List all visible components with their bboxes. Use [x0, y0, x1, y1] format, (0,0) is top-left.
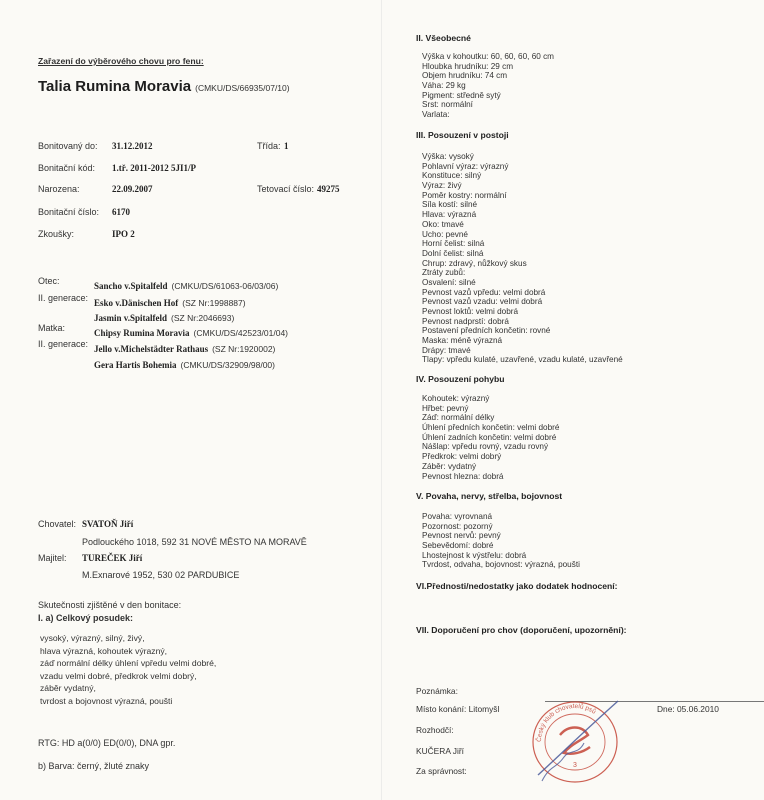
chovatel-label: Chovatel:: [38, 519, 77, 529]
zkousky-value: IPO 2: [112, 229, 135, 239]
section-3-line: Chrup: zdravý, nůžkový skus: [422, 258, 527, 268]
section-3-line: Pevnost vazů vpředu: velmi dobrá: [422, 287, 546, 297]
section-4-line: Hřbet: pevný: [422, 403, 469, 413]
doc-heading: Zařazení do výběrového chovu pro fenu:: [38, 56, 204, 66]
dog-title-row: [38, 78, 290, 96]
bonitovany-do-label: Bonitovaný do:: [38, 141, 98, 151]
stamp-text: Český klub chovatelů psů: [535, 702, 597, 743]
trida-label: Třída:: [257, 141, 281, 151]
bonitacni-kod-value: 1.tř. 2011-2012 5JI1/P: [112, 163, 196, 173]
bonitacni-kod-label: Bonitační kód:: [38, 163, 96, 173]
section-3-line: Ztráty zubů:: [422, 268, 466, 278]
majitel-label: Majitel:: [38, 553, 67, 563]
gen-otec-a-registration: (SZ Nr:1998887): [182, 298, 246, 308]
section-3-line: Pevnost loktů: velmi dobrá: [422, 307, 519, 316]
section-3-line: Pevnost nadprstí: dobrá: [422, 316, 509, 326]
section-3-line: Drápy: tmavé: [422, 345, 471, 355]
section-3-line: Síla kostí: silné: [422, 200, 478, 210]
gen-matka-a-name: Jello v.Michelstädter Rathaus: [94, 344, 209, 354]
narozena-value: 22.09.2007: [112, 184, 153, 194]
rtg-line: RTG: HD a(0/0) ED(0/0), DNA gpr.: [38, 738, 176, 748]
gen-matka-b-registration: (CMKU/DS/32909/98/00): [180, 360, 275, 370]
section-4-line: Pevnost hlezna: dobrá: [422, 471, 504, 481]
section-3-line: Pevnost vazů vzadu: velmi dobrá: [422, 297, 543, 307]
misto-konani: Místo konání: Litomyšl: [416, 704, 500, 714]
section-5-line: Sebevědomí: dobré: [422, 541, 494, 551]
findings-line: záběr vydatný,: [40, 683, 96, 693]
barva-line: b) Barva: černý, žluté znaky: [38, 761, 150, 771]
chovatel-address: Podlouckého 1018, 592 31 NOVÉ MĚSTO NA MORAVĚ: [82, 537, 307, 547]
stamp-number: 3: [573, 762, 577, 769]
section-3-line: Hlava: výrazná: [422, 210, 477, 220]
tetovaci-value: 49275: [317, 184, 340, 194]
matka-label: Matka:: [38, 323, 66, 333]
otec-name: Sancho v.Spitalfeld: [94, 281, 168, 291]
gen-otec-a-name: Esko v.Dänischen Hof: [94, 298, 179, 308]
section-3-line: Maska: méně výrazná: [422, 336, 503, 346]
section-3-line: Ucho: pevné: [422, 229, 468, 239]
section-4-list: [422, 394, 559, 481]
findings-line: tvrdost a bojovnost výrazná, poušti: [40, 695, 173, 706]
section-4-line: Kohoutek: výrazný: [422, 394, 490, 403]
majitel-address: M.Exnarové 1952, 530 02 PARDUBICE: [82, 570, 240, 580]
section-3-line: Oko: tmavé: [422, 219, 464, 229]
findings-line: záď normální délky úhlení vpředu velmi dobré,: [40, 658, 217, 668]
section-6-title: VI.Přednosti/nedostatky jako dodatek hodnocení:: [416, 581, 618, 591]
section-2-title: II. Všeobecné: [416, 33, 471, 43]
section-5-line: Lhostejnost k výstřelu: dobrá: [422, 550, 527, 560]
section-4-line: Nášlap: vpředu rovný, vzadu rovný: [422, 442, 549, 452]
gen-otec-b-name: Jasmin v.Spitalfeld: [94, 313, 168, 323]
section-2-line: Pigment: středně sytý: [422, 90, 501, 100]
matka-registration: (CMKU/DS/42523/01/04): [193, 328, 289, 338]
gen-matka-b-name: Gera Hartis Bohemia: [94, 360, 177, 370]
datum-dne: Dne: 05.06.2010: [657, 704, 719, 714]
section-4-line: Záběr: vydatný: [422, 461, 477, 471]
section-4-line: Předkrok: velmi dobrý: [422, 452, 502, 462]
rozhodci-label: Rozhodčí:: [416, 725, 454, 735]
poznamka-label: Poznámka:: [416, 686, 458, 696]
section-3-line: Horní čelist: silná: [422, 239, 485, 249]
section-5-line: Pozornost: pozorný: [422, 521, 493, 531]
trida-value: 1: [284, 141, 289, 151]
bonitacni-cislo-value: 6170: [112, 207, 130, 217]
matka-name: Chipsy Rumina Moravia: [94, 328, 190, 338]
section-2-line: Hloubka hrudníku: 29 cm: [422, 61, 514, 71]
section-2-line: Varlata:: [422, 110, 450, 120]
page-fold-divider: [381, 0, 382, 800]
section-7-title: VII. Doporučení pro chov (doporučení, upozornění):: [416, 625, 627, 635]
section-3-line: Dolní čelist: silná: [422, 248, 484, 258]
section-3-line: Poměr kostry: normální: [422, 190, 507, 200]
gen-matka-row-b: [94, 355, 275, 373]
section-2-line: Objem hrudníku: 74 cm: [422, 71, 508, 81]
section-4-title: IV. Posouzení pohybu: [416, 374, 505, 384]
section-4-line: Záď: normální délky: [422, 413, 495, 423]
findings-line: hlava výrazná, kohoutek výrazný,: [40, 645, 168, 656]
dog-name: Talia Rumina Moravia: [38, 78, 192, 95]
otec-label: Otec:: [38, 276, 60, 286]
section-3-line: Výraz: živý: [422, 181, 462, 191]
section-5-list: [422, 512, 580, 570]
section-2-line: Výška v kohoutku: 60, 60, 60, 60 cm: [422, 52, 554, 61]
section-5-line: Pevnost nervů: pevný: [422, 531, 501, 541]
bonitovany-do-value: 31.12.2012: [112, 141, 153, 151]
section-3-line: Postavení předních končetin: rovné: [422, 326, 551, 336]
section-5-line: Tvrdost, odvaha, bojovnost: výrazná, poušti: [422, 560, 580, 570]
otec-registration: (CMKU/DS/61063-06/03/06): [171, 281, 279, 291]
section-3-title: III. Posouzení v postoji: [416, 130, 509, 140]
section-3-line: Výška: vysoký: [422, 152, 474, 161]
findings-line: vysoký, výrazný, silný, živý,: [40, 633, 145, 643]
section-5-title: V. Povaha, nervy, střelba, bojovnost: [416, 491, 563, 501]
section-3-line: Pohlavní výraz: výrazný: [422, 161, 509, 171]
section-2-line: Srst: normální: [422, 100, 473, 110]
otec-row: [94, 276, 278, 294]
section-4-line: Úhlení předních končetin: velmi dobré: [422, 423, 560, 433]
section-3-line: Tlapy: vpředu kulaté, uzavřené, vzadu kulaté, uzavřené: [422, 355, 623, 365]
findings-heading: I. a) Celkový posudek:: [38, 613, 134, 623]
section-2-list: [422, 52, 554, 120]
rozhodci-name: KUČERA Jiří: [416, 746, 464, 756]
findings-list: [40, 632, 216, 707]
section-3-list: [422, 152, 623, 365]
za-spravnost-label: Za správnost:: [416, 766, 467, 776]
gen-matka-label: II. generace:: [38, 339, 89, 349]
zkousky-label: Zkoušky:: [38, 229, 75, 239]
section-3-line: Konstituce: silný: [422, 171, 482, 181]
narozena-label: Narozena:: [38, 184, 80, 194]
official-stamp: [520, 695, 630, 790]
dog-registration: (CMKU/DS/66935/07/10): [195, 83, 290, 93]
section-2-line: Váha: 29 kg: [422, 81, 466, 91]
section-3-line: Osvalení: silné: [422, 277, 476, 287]
bonitacni-cislo-label: Bonitační číslo:: [38, 207, 100, 217]
gen-otec-b-registration: (SZ Nr:2046693): [171, 313, 235, 323]
gen-otec-label: II. generace:: [38, 293, 89, 303]
section-4-line: Úhlení zadních končetin: velmi dobré: [422, 432, 557, 442]
chovatel-name: SVATOŇ Jiří: [82, 519, 134, 529]
findings-line: vzadu velmi dobré, předkrok velmi dobrý,: [40, 670, 197, 681]
findings-intro: Skutečnosti zjištěné v den bonitace:: [38, 600, 182, 610]
tetovaci-label: Tetovací číslo:: [257, 184, 315, 194]
section-5-line: Povaha: vyrovnaná: [422, 512, 493, 521]
majitel-name: TUREČEK Jiří: [82, 553, 143, 563]
gen-matka-a-registration: (SZ Nr:1920002): [212, 344, 276, 354]
